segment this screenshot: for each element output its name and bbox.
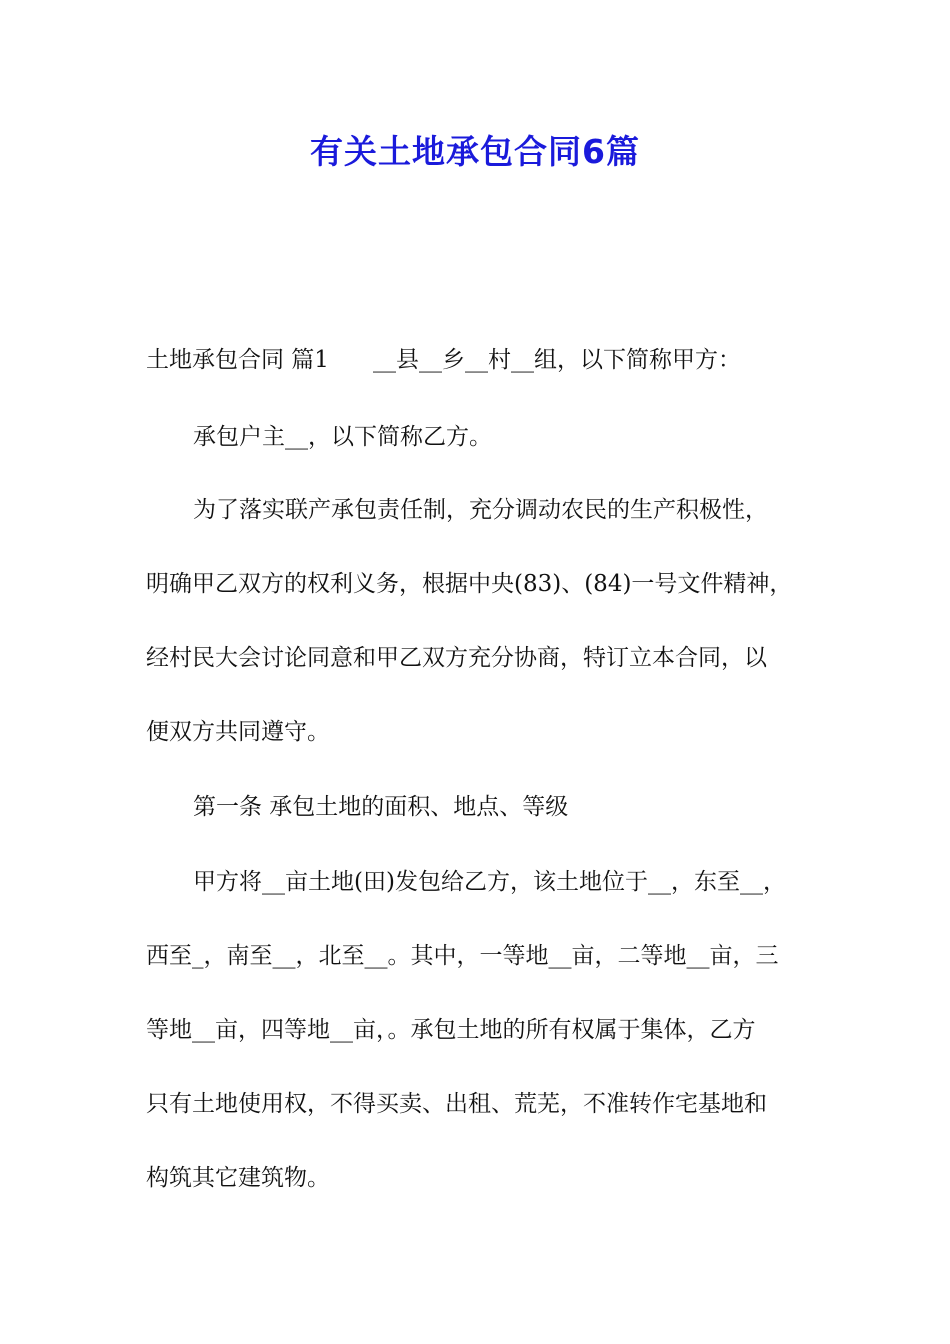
paragraph-line-5: 经村民大会讨论同意和甲乙双方充分协商，特订立本合同，以 (146, 645, 767, 671)
paragraph-line-6: 便双方共同遵守。 (146, 719, 330, 745)
paragraph-line-1 (146, 340, 836, 380)
party-a-text: __县__乡__村__组，以下简称甲方： (372, 347, 741, 373)
paragraph-line-10: 等地__亩，四等地__亩，。承包土地的所有权属于集体，乙方 (146, 1017, 756, 1043)
paragraph-line-8: 甲方将__亩土地(田)发包给乙方，该土地位于__，东至__， (193, 869, 786, 895)
paragraph-line-3: 为了落实联产承包责任制，充分调动农民的生产积极性， (193, 497, 768, 523)
paragraph-line-2: 承包户主__，以下简称乙方。 (193, 424, 492, 450)
paragraph-line-9: 西至_，南至__，北至__。其中，一等地__亩，二等地__亩，三 (146, 943, 779, 969)
paragraph-line-4: 明确甲乙双方的权利义务，根据中央(83)、(84)一号文件精神， (146, 571, 793, 597)
section-heading: 土地承包合同 篇1 (146, 347, 329, 373)
paragraph-line-12: 构筑其它建筑物。 (146, 1165, 330, 1191)
paragraph-line-11: 只有土地使用权，不得买卖、出租、荒芜，不准转作宅基地和 (146, 1091, 767, 1117)
document-title: 有关土地承包合同6篇 (310, 132, 640, 171)
article-heading: 第一条 承包土地的面积、地点、等级 (193, 794, 569, 820)
